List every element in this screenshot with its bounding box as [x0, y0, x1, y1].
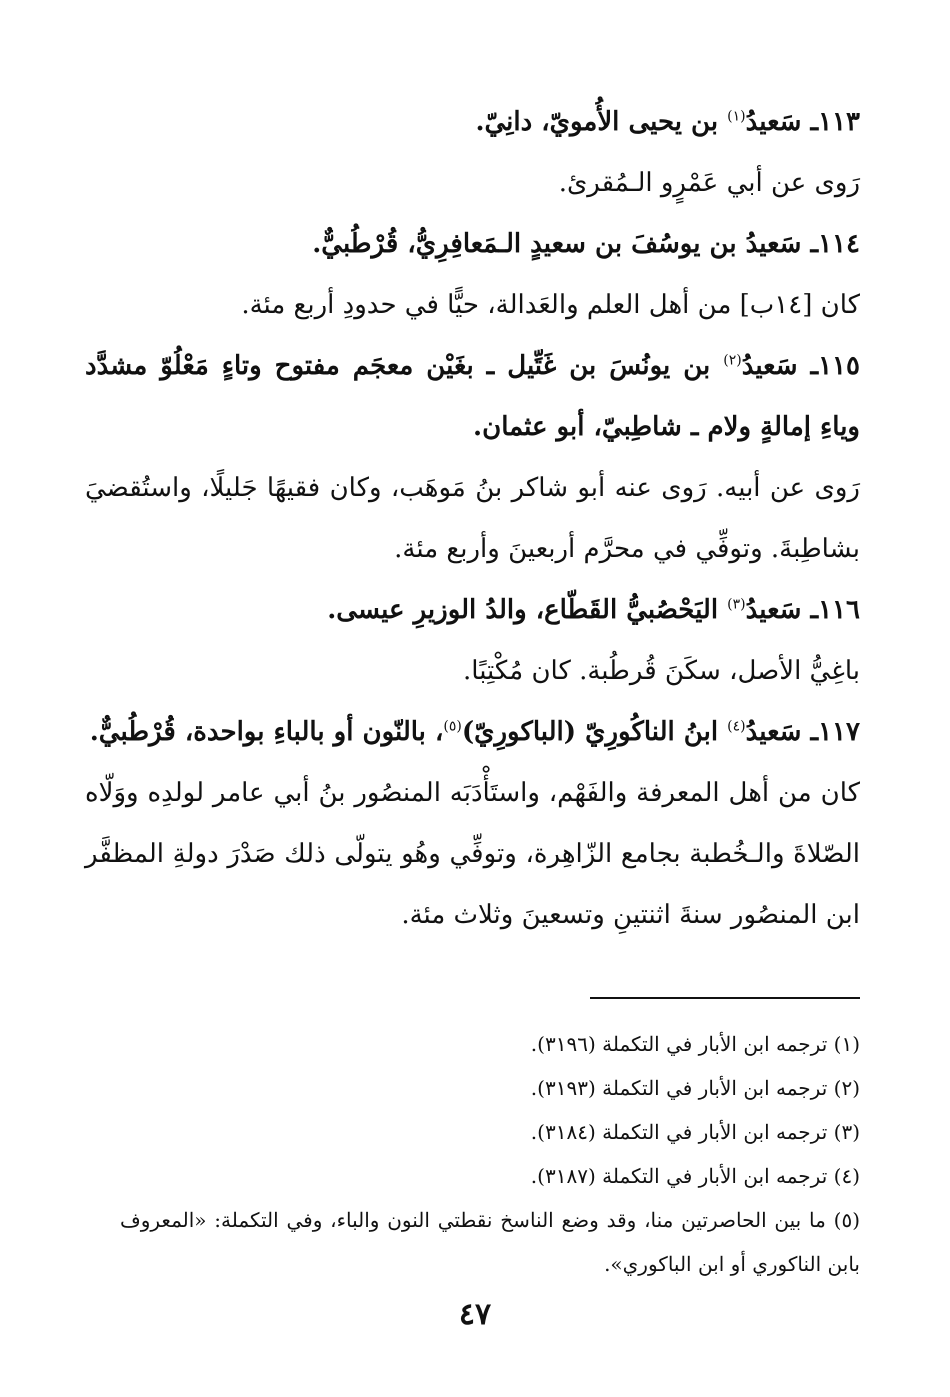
footnotes — [120, 1022, 860, 1286]
footnote-ref-4: (٤) — [727, 718, 746, 735]
footnote-separator — [590, 997, 860, 999]
biography-entries — [85, 92, 860, 946]
heading-text: ١١٣ـ سَعيدُ — [745, 107, 860, 137]
heading-text: بن يونُسَ بن غَتِّيل ـ بغَيْن معجَم مفتوح وتاءٍ مَعْلُوّ مشدَّد وياءِ إمالةٍ ولام ـ شاطِبيّ، أبو عثمان. — [85, 351, 860, 442]
entry-heading-115 — [85, 336, 860, 458]
footnote-ref-2: (٢) — [723, 352, 742, 369]
heading-text: ، بالنّون أو بالباءِ بواحدة، قُرْطُبيٌّ. — [89, 717, 444, 747]
heading-text: ١١٥ـ سَعيدُ — [741, 351, 860, 381]
heading-text: ١١٦ـ سَعيدُ — [745, 595, 860, 625]
heading-text: ١١٧ـ سَعيدُ — [745, 717, 860, 747]
footnote-2: (٢) ترجمه ابن الأبار في التكملة (٣١٩٣). — [530, 1076, 860, 1100]
entry-heading-113 — [85, 92, 860, 153]
heading-text: ابنُ الناكُورِيّ (الباكورِيّ) — [461, 717, 728, 747]
footnote-4: (٤) ترجمه ابن الأبار في التكملة (٣١٨٧). — [530, 1164, 860, 1188]
page-number: ٤٧ — [458, 1297, 492, 1332]
entry-body-116: باغِيُّ الأصل، سكَنَ قُرطُبة. كان مُكْتِبًا. — [463, 656, 860, 686]
entry-body-117: كان من أهل المعرفة والفَهْم، واستَأْدَبَه المنصُور بنُ أبي عامر لولدِه ووَلّاه الصّلاةَ والـخُطبة بجامع الزّاهِرة، وتوفِّي وهُو يتولّى ذلك صَدْرَ دولةِ المظفَّر ابن المنصُور سنةَ اثنتينِ وتسعينَ وثلاث مئة. — [85, 778, 860, 930]
entry-body-114: كان [١٤ب] من أهل العلم والعَدالة، حيًّا في حدودِ أربع مئة. — [241, 290, 860, 320]
footnote-1: (١) ترجمه ابن الأبار في التكملة (٣١٩٦). — [530, 1032, 860, 1056]
heading-text: بن يحيى الأُمويّ، دانِيّ. — [475, 107, 728, 137]
heading-text: اليَحْصُبيُّ القَطّاع، والدُ الوزيرِ عيسى. — [327, 595, 728, 625]
entry-body-115: رَوى عن أبيه. رَوى عنه أبو شاكر بنُ مَوهَب، وكان فقيهًا جَليلًا، واستُقضيَ بشاطِبةَ. وتوفِّي في محرَّم أربعينَ وأربع مئة. — [85, 473, 860, 564]
entry-body-113: رَوى عن أبي عَمْرٍو الـمُقرئ. — [558, 168, 860, 198]
entry-heading-114: ١١٤ـ سَعيدُ بن يوسُفَ بن سعيدٍ الـمَعافِرِيُّ، قُرْطُبيٌّ. — [312, 229, 860, 259]
footnote-ref-3: (٣) — [727, 596, 746, 613]
footnote-5: (٥) ما بين الحاصرتين منا، وقد وضع الناسخ نقطتي النون والباء، وفي التكملة: «المعروف بابن الناكوري أو ابن الباكوري». — [120, 1208, 860, 1276]
entry-heading-116 — [85, 580, 860, 641]
footnote-ref-1: (١) — [727, 108, 746, 125]
footnote-3: (٣) ترجمه ابن الأبار في التكملة (٣١٨٤). — [530, 1120, 860, 1144]
entry-heading-117 — [85, 702, 860, 763]
footnote-ref-5: (٥) — [443, 718, 462, 735]
